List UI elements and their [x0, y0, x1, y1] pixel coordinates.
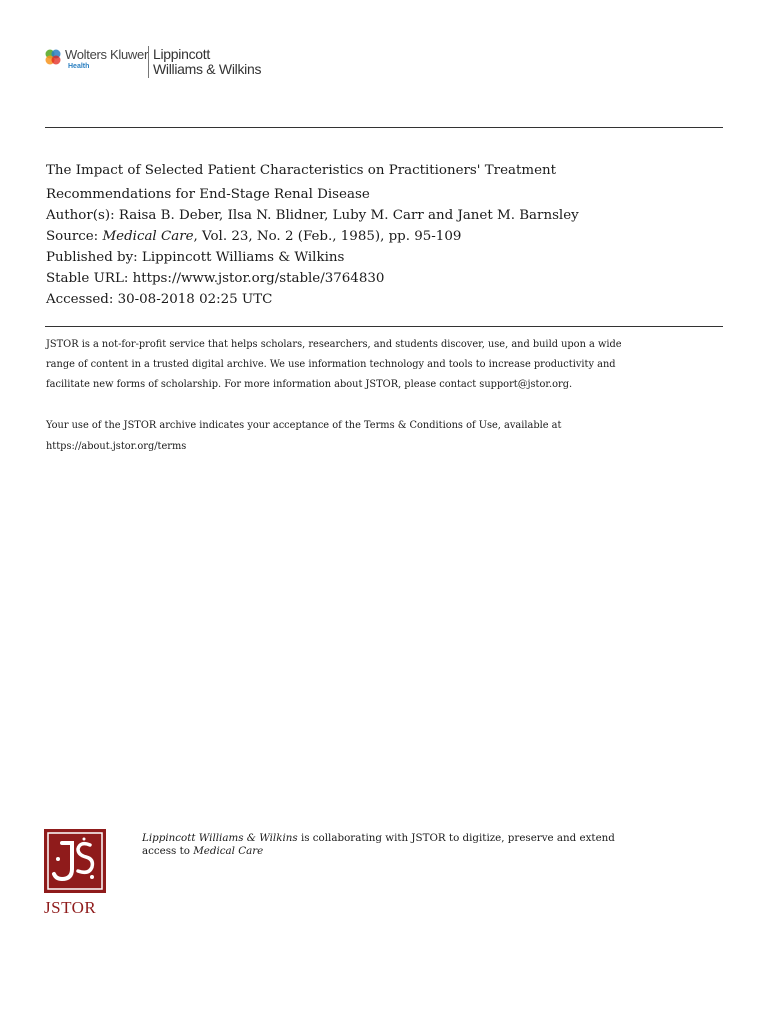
- collaboration-statement: [142, 832, 702, 858]
- top-rule: [45, 127, 723, 128]
- jstor-logo-icon: [44, 829, 106, 893]
- jstor-notice-line3: facilitate new forms of scholarship. For more information about JSTOR, please contact support@jstor.org.: [46, 379, 573, 390]
- lww-name-line2: Williams & Wilkins: [153, 61, 262, 77]
- jstor-notice-line1: JSTOR is a not-for-profit service that helps scholars, researchers, and students discover, use, and build upon a wide: [46, 339, 622, 350]
- published-by: Published by: Lippincott Williams & Wilkins: [46, 250, 345, 265]
- jstor-notice-line2: range of content in a trusted digital archive. We use information technology and tools to increase productivity and: [46, 359, 616, 370]
- logo-divider: [148, 46, 149, 78]
- wolters-kluwer-name: Wolters Kluwer: [65, 47, 148, 62]
- accessed-date: Accessed: 30-08-2018 02:25 UTC: [46, 292, 273, 307]
- source-journal: Medical Care: [102, 229, 194, 244]
- authors: Author(s): Raisa B. Deber, Ilsa N. Blidner, Luby M. Carr and Janet M. Barnsley: [46, 208, 579, 223]
- collab-line2-prefix: access to: [142, 845, 194, 857]
- lww-name-line1: Lippincott: [153, 46, 210, 62]
- source-details: , Vol. 23, No. 2 (Feb., 1985), pp. 95-109: [193, 229, 462, 244]
- article-title-line1: The Impact of Selected Patient Characteristics on Practitioners' Treatment: [46, 163, 556, 178]
- collab-text: is collaborating with JSTOR to digitize, preserve and extend: [297, 832, 615, 844]
- terms-url[interactable]: https://about.jstor.org/terms: [46, 441, 187, 452]
- jstor-wordmark: JSTOR: [44, 898, 97, 917]
- wolters-kluwer-logo-icon: [44, 48, 62, 66]
- collab-journal: Medical Care: [193, 845, 264, 857]
- wolters-kluwer-health: Health: [68, 63, 90, 70]
- article-title-line2: Recommendations for End-Stage Renal Disease: [46, 187, 370, 202]
- middle-rule: [45, 326, 723, 327]
- source-label: Source:: [46, 229, 103, 244]
- stable-url[interactable]: Stable URL: https://www.jstor.org/stable/3764830: [46, 271, 385, 286]
- terms-line1: Your use of the JSTOR archive indicates your acceptance of the Terms & Conditions of Use, available at: [46, 420, 562, 431]
- source: [46, 226, 461, 247]
- collab-publisher: Lippincott Williams & Wilkins: [142, 832, 298, 844]
